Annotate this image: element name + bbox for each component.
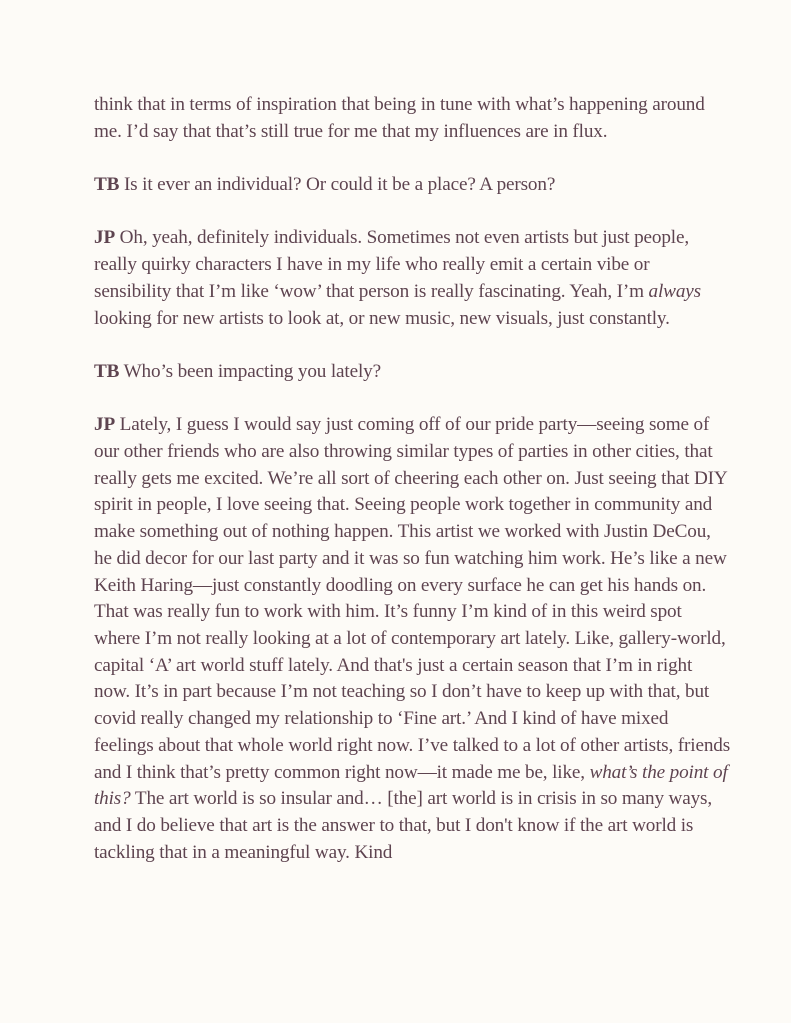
paragraph-question-1 [94,172,731,199]
speaker-label: JP [94,227,116,249]
paragraph-text: Lately, I guess I would say just coming off of our pride party—seeing some of our other friends who are also throwing similar types of parties in other cities, that really gets me excited. We’re all sort of cheering each other on. Just seeing that DIY spirit in people, I love seeing that. Seeing people work together in community and make something out of nothing happen. This artist we worked with Justin DeCou, he did decor for our last party and it was so fun watching him work. He’s like a new Keith Haring—just constantly doodling on every surface he can get his hands on. That was really fun to work with him. It’s funny I’m kind of in this weird spot where I’m not really looking at a lot of contemporary art lately. Like, gallery-world, capital ‘A’ art world stuff lately. And that's just a certain season that I’m in right now. It’s in part because I’m not teaching so I don’t have to keep up with that, but covid really changed my relationship to ‘Fine art.’ And I kind of have mixed feelings about that whole world right now. I’ve talked to a lot of other artists, friends and I think that’s pretty common right now—it made me be, like, [94,414,731,783]
paragraph-answer-2 [94,412,731,866]
emphasis-text: what’s the point of this? [94,761,728,810]
paragraph-question-2 [94,359,731,386]
paragraph-text: The art world is so insular and… [the] art world is in crisis in so many ways, and I do believe that art is the answer to that, but I don't know if the art world is tackling that in a meaningful way. Kind [94,788,713,863]
speaker-label: TB [94,360,120,382]
speaker-label: JP [94,414,116,436]
paragraph-answer-1 [94,225,731,332]
paragraph-text: Is it ever an individual? Or could it be a place? A person? [119,174,556,196]
speaker-label: TB [94,174,120,196]
emphasis-text: always [648,280,701,302]
paragraph-text: looking for new artists to look at, or new music, new visuals, just constantly. [94,307,670,329]
paragraph-text: Oh, yeah, definitely individuals. Sometimes not even artists but just people, really quirky characters I have in my life who really emit a certain vibe or sensibility that I’m like ‘wow’ that person is really fascinating. Yeah, I’m [94,227,689,302]
paragraph-text: think that in terms of inspiration that being in tune with what’s happening around me. I’d say that that’s still true for me that my influences are in flux. [94,94,705,142]
paragraph-text: Who’s been impacting you lately? [119,360,381,382]
paragraph-continuation [94,92,731,145]
